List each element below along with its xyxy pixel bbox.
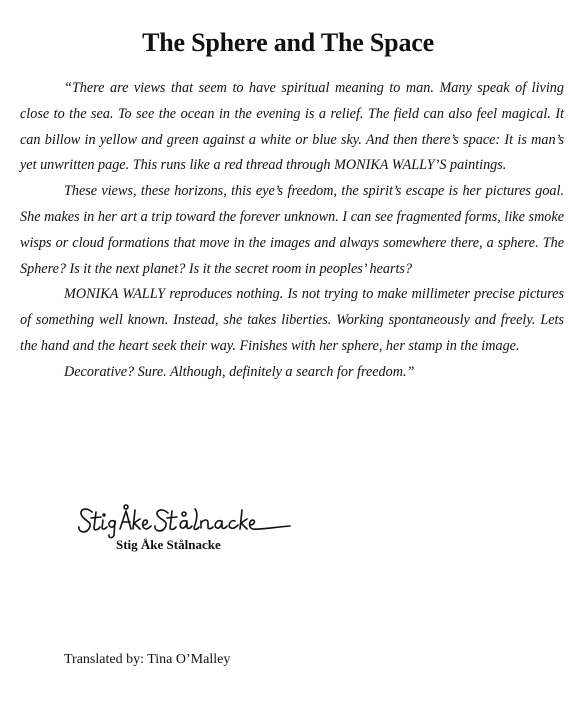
translator-credit: Translated by: Tina O’Malley <box>64 652 231 667</box>
body-text <box>20 76 564 386</box>
paragraph: “There are views that seem to have spiritual meaning to man. Many speak of living close to the sea. To see the ocean in the evening is a relief. The field can also feel magical. It can billow in yellow and green against a white or blue sky. And then there’s space: It is man’s yet unwritten page. This runs like a red thread through MONIKA WALLY’S paintings. <box>20 80 564 174</box>
signer-name: Stig Åke Stålnacke <box>116 537 221 552</box>
page-title: The Sphere and The Space <box>142 28 434 57</box>
handwritten-signature <box>76 500 296 540</box>
paragraph: These views, these horizons, this eye’s freedom, the spirit’s escape is her pictures goal. She makes in her art a trip toward the forever unknown. I can see fragmented forms, like smoke wisps or cloud formations that move in the images and always somewhere there, a sphere. The Sphere? Is it the next planet? Is it the secret room in peoples’ hearts? <box>20 183 564 277</box>
paragraph: Decorative? Sure. Although, definitely a search for freedom.” <box>64 363 415 380</box>
paragraph: MONIKA WALLY reproduces nothing. Is not trying to make millimeter precise pictures of something well known. Instead, she takes liberties. Working spontaneously and freely. Lets the hand and the heart seek their way. Finishes with her sphere, her stamp in the image. <box>20 286 564 354</box>
